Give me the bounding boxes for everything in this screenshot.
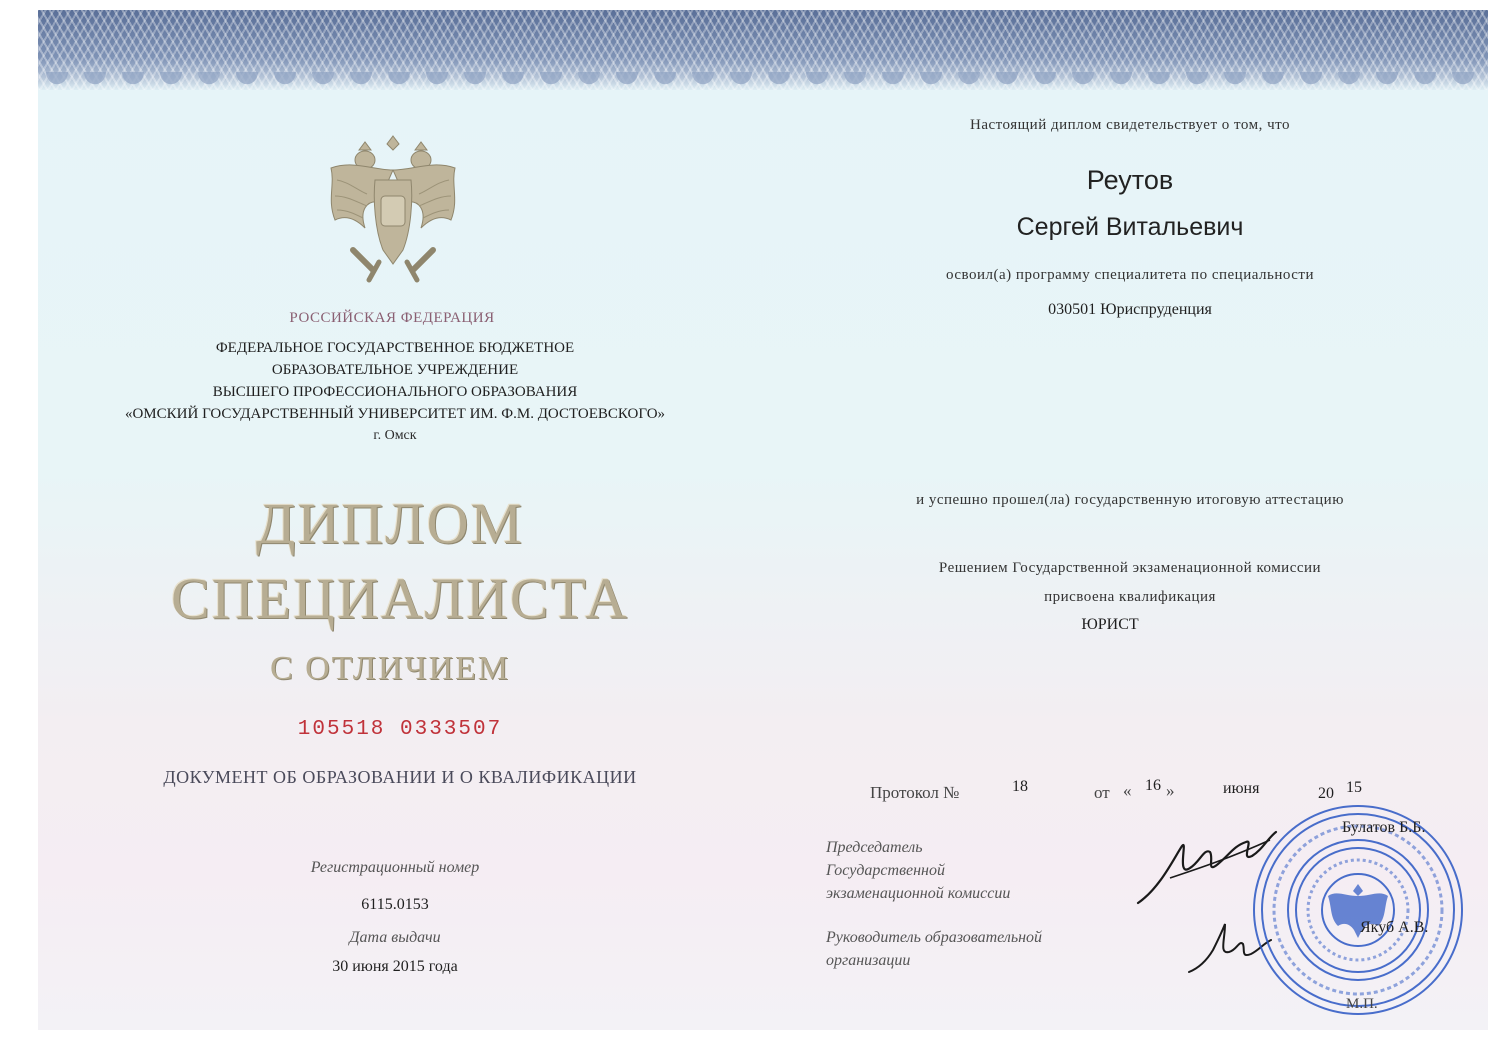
institution-line: ОБРАЗОВАТЕЛЬНОЕ УЧРЕЖДЕНИЕ (271, 362, 519, 378)
head-name: Якуб А.В. (1360, 919, 1429, 936)
protocol-year-suffix: 15 (1346, 779, 1362, 796)
protocol-year-prefix: 20 (1318, 785, 1334, 802)
assigned-text: присвоена квалификация (1044, 589, 1216, 605)
country-name: РОССИЙСКАЯ ФЕДЕРАЦИЯ (289, 310, 495, 326)
intro-text: Настоящий диплом свидетельствует о том, что (970, 117, 1290, 133)
protocol-day: 16 (1145, 777, 1161, 794)
protocol-from-label: от (1094, 783, 1110, 802)
institution-name (40, 337, 750, 425)
serial-number: 105518 0333507 (297, 718, 503, 741)
program-text: освоил(а) программу специалитета по специальности (946, 267, 1314, 283)
institution-line: ФЕДЕРАЛЬНОЕ ГОСУДАРСТВЕННОЕ БЮДЖЕТНОЕ (215, 340, 575, 356)
document-type: ДОКУМЕНТ ОБ ОБРАЗОВАНИИ И О КВАЛИФИКАЦИИ (163, 767, 637, 787)
decision-text: Решением Государственной экзаменационной комиссии (938, 560, 1322, 576)
chair-label-line: Председатель (826, 839, 923, 856)
city: г. Омск (373, 428, 417, 443)
head-label-line: Руководитель образовательной (826, 929, 1043, 946)
chair-label-line: экзаменационной комиссии (826, 885, 1011, 902)
diploma-title-line1: ДИПЛОМ (255, 491, 525, 556)
chair-label (826, 836, 1126, 905)
surname: Реутов (1086, 165, 1174, 195)
ornament-edge (38, 72, 1488, 102)
qualification: ЮРИСТ (1081, 616, 1139, 633)
issue-date: 30 июня 2015 года (332, 958, 458, 975)
given-names: Сергей Витальевич (1016, 213, 1244, 241)
institution-line: ВЫСШЕГО ПРОФЕССИОНАЛЬНОГО ОБРАЗОВАНИЯ (212, 384, 578, 400)
protocol-label: Протокол № (870, 783, 960, 802)
protocol-close-quote: » (1166, 781, 1175, 800)
chair-name: Булатов Б.Б. (1342, 819, 1426, 836)
issue-date-label: Дата выдачи (349, 929, 441, 946)
protocol-month: июня (1223, 780, 1260, 797)
double-headed-eagle-icon (313, 130, 473, 290)
head-label (826, 926, 1126, 972)
chair-label-line: Государственной (826, 862, 945, 879)
institution-line: «ОМСКИЙ ГОСУДАРСТВЕННЫЙ УНИВЕРСИТЕТ ИМ. Ф.М. ДОСТОЕВСКОГО» (124, 406, 666, 422)
attestation-text: и успешно прошел(ла) государственную итоговую аттестацию (916, 492, 1344, 508)
protocol-number: 18 (1012, 778, 1028, 795)
diploma-title-line2: СПЕЦИАЛИСТА (171, 566, 629, 631)
diploma-title-line3: С ОТЛИЧИЕМ (269, 650, 511, 687)
registration-number: 6115.0153 (361, 896, 429, 913)
seal-place: М.П. (1346, 996, 1378, 1012)
protocol-open-quote: « (1123, 781, 1132, 800)
registration-label: Регистрационный номер (310, 859, 480, 876)
specialty: 030501 Юриспруденция (1048, 301, 1212, 318)
head-label-line: организации (826, 952, 911, 969)
